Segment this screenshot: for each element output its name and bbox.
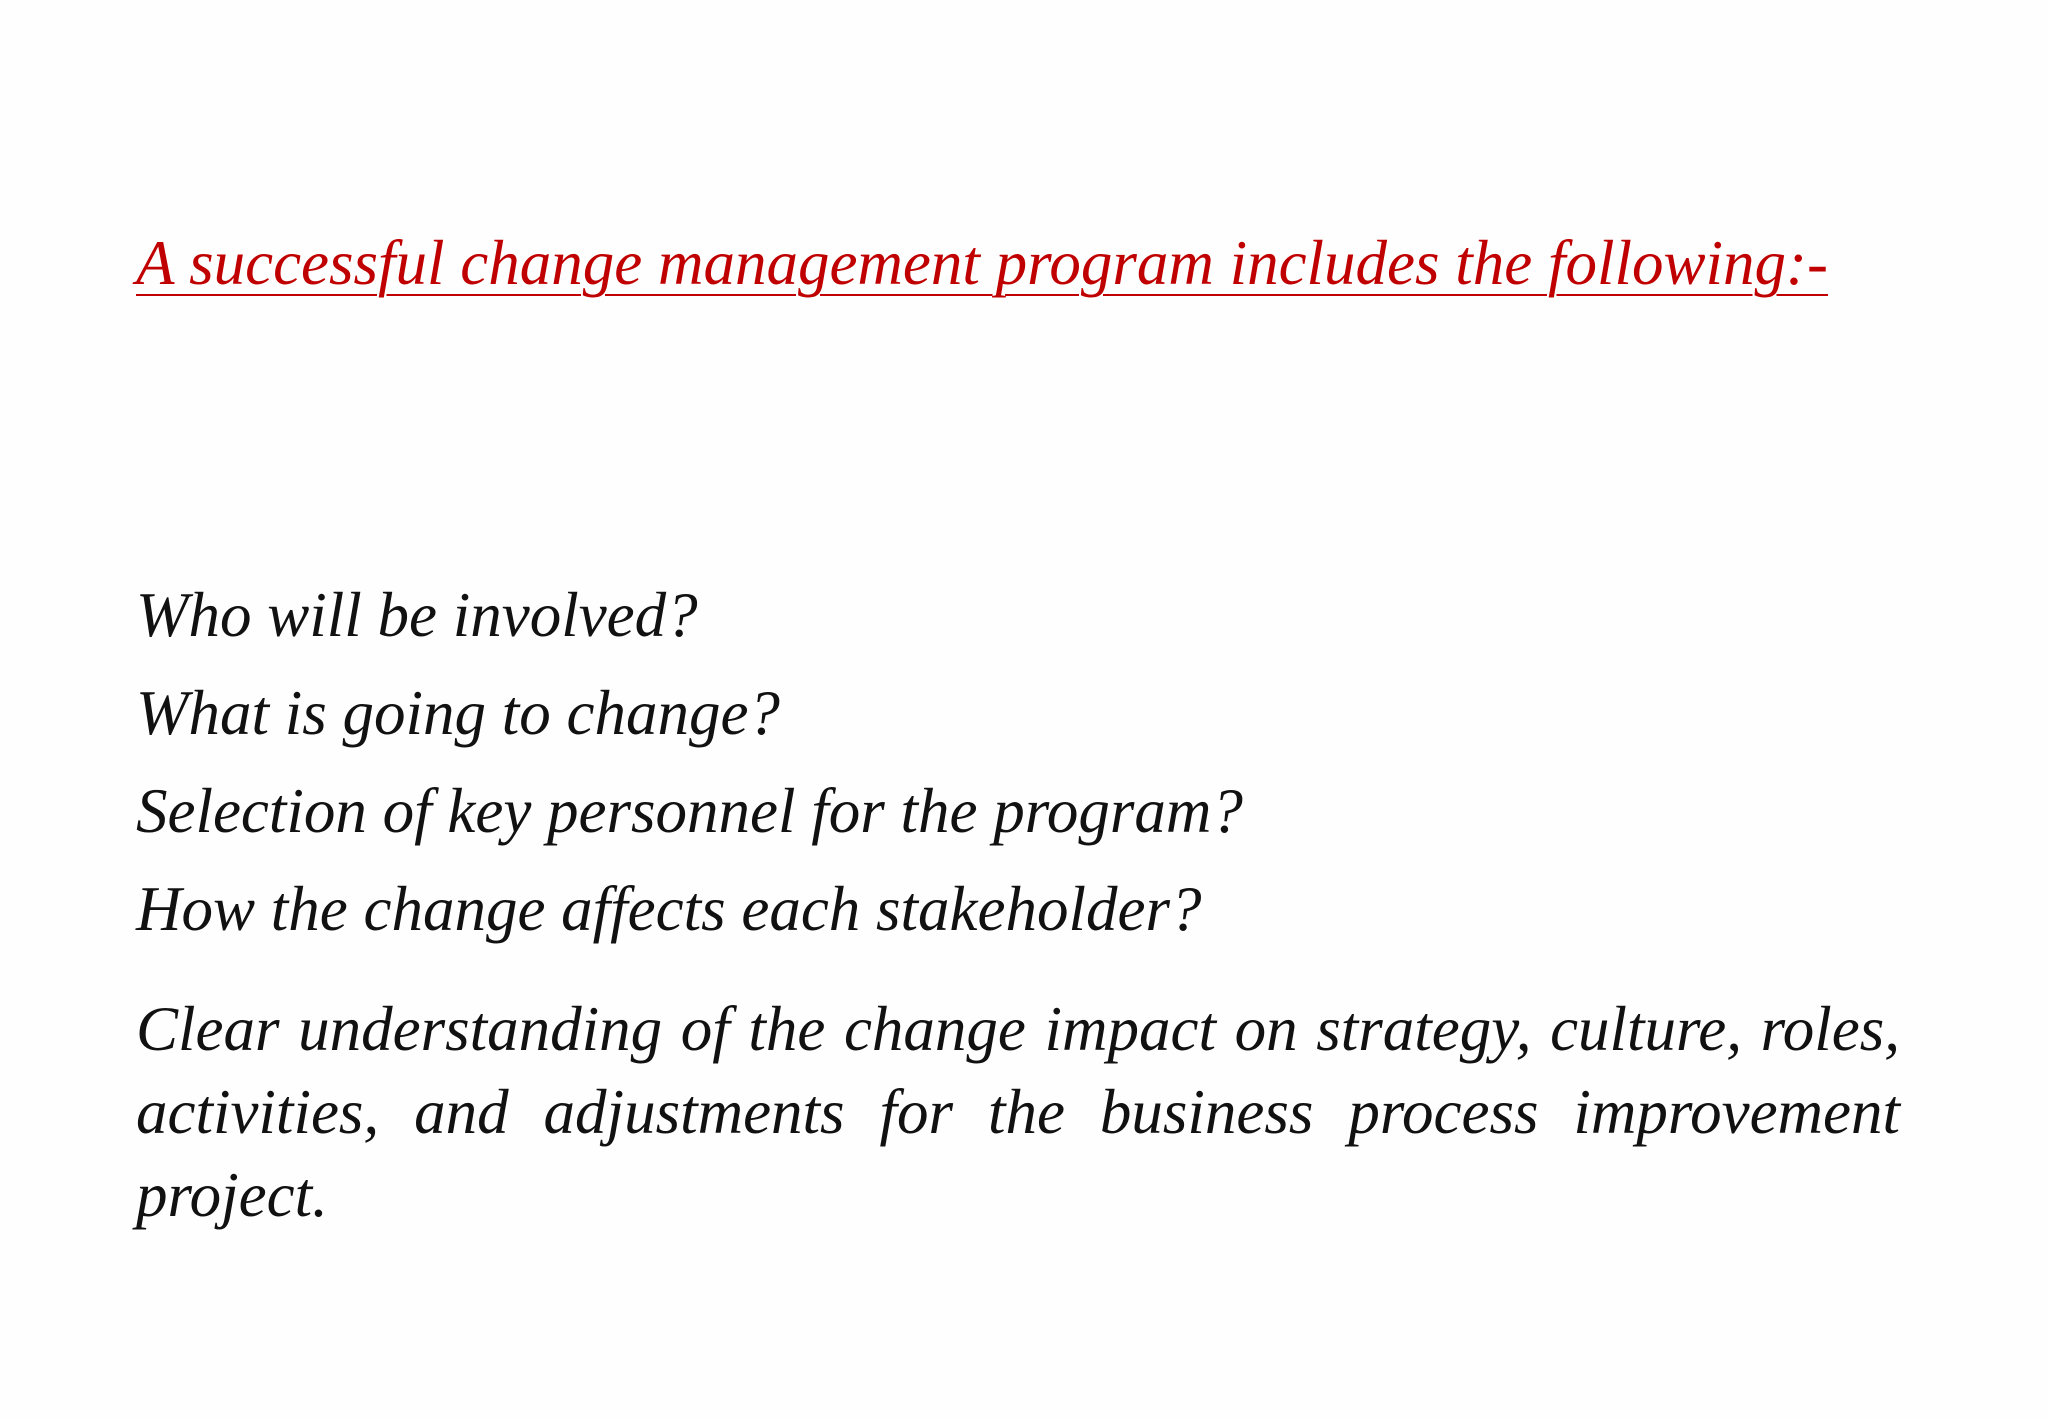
question-item: Selection of key personnel for the program? [136, 776, 1243, 846]
summary-paragraph: Clear understanding of the change impact on strategy, culture, roles, activities, and adjustments for the business process improvement project. [136, 994, 1900, 1230]
question-list [136, 566, 1243, 958]
question-item: Who will be involved? [136, 580, 698, 650]
question-item: How the change affects each stakeholder? [136, 874, 1202, 944]
slide-heading: A successful change management program includes the following:- [136, 228, 1828, 298]
question-item: What is going to change? [136, 678, 780, 748]
